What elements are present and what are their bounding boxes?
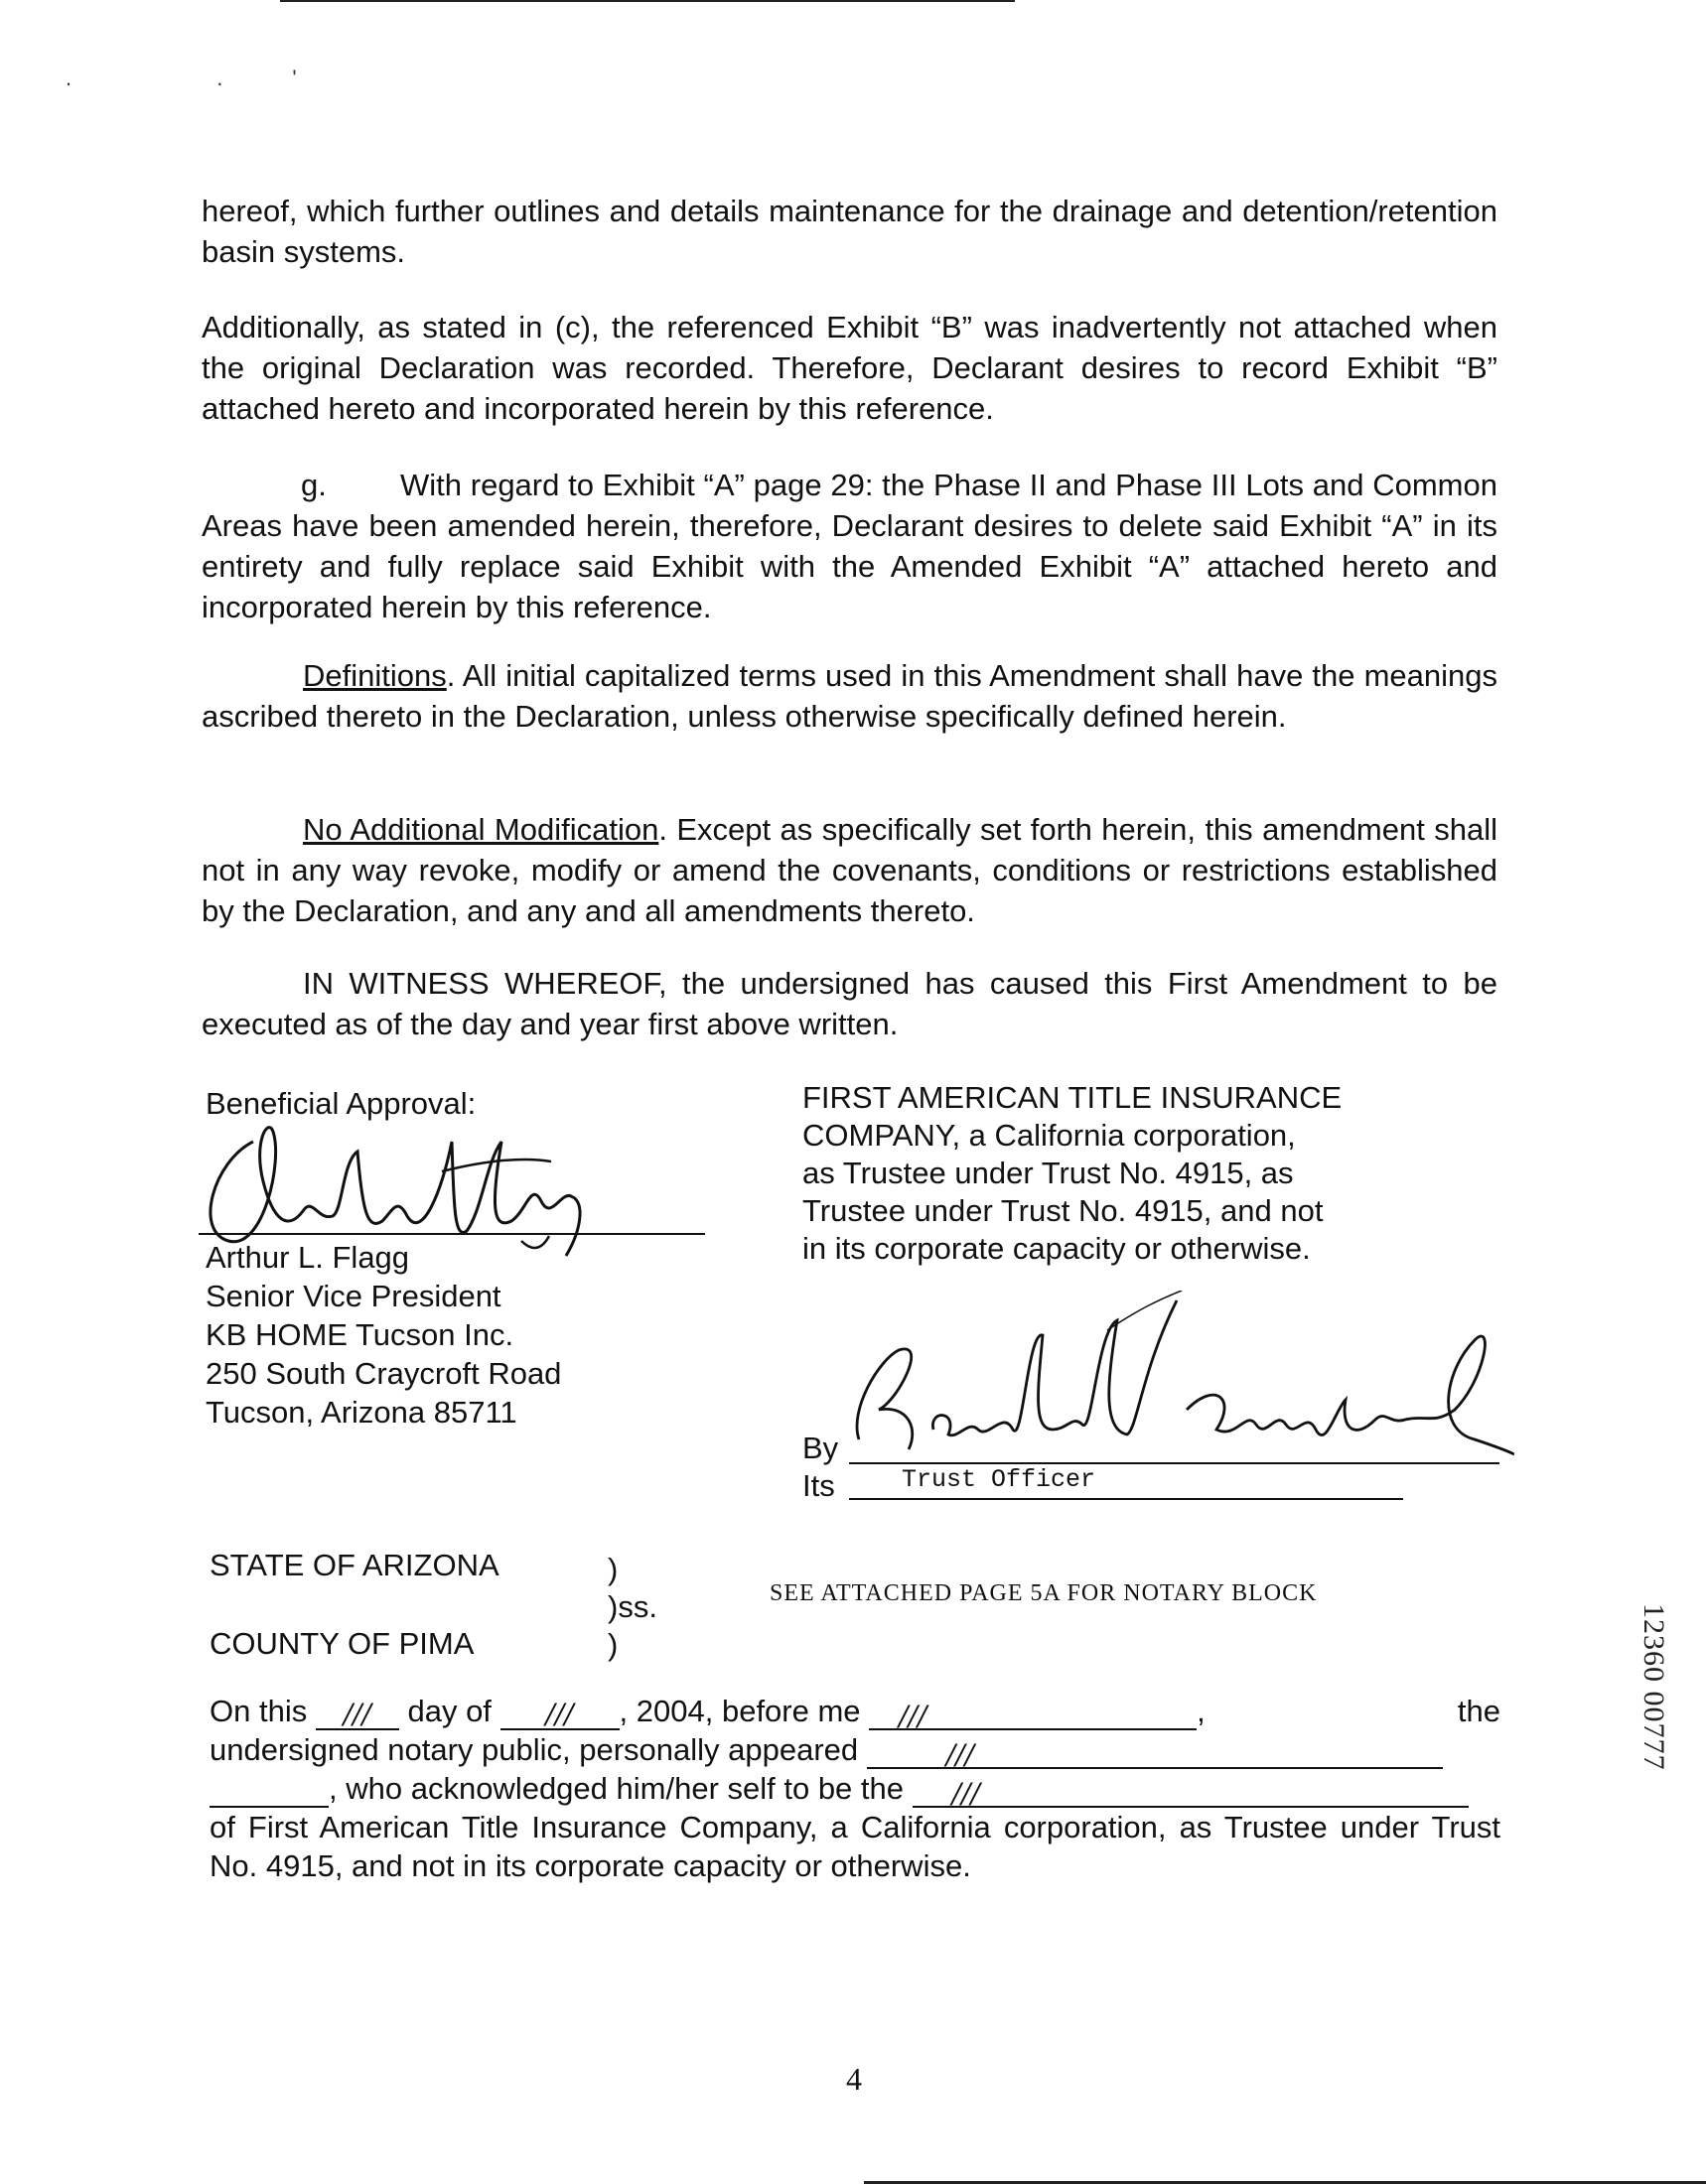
top-scan-line: [280, 0, 1015, 2]
by-signature-line: [849, 1462, 1499, 1464]
paragraph-marker: g.: [301, 468, 327, 502]
paragraph-exhibit-a: g. With regard to Exhibit “A” page 29: the Phase II and Phase III Lots and Common Areas have been amended herein, therefore, Declarant desires to delete said Exhibit “A” in its entirety and fully replace said Exhibit with the Amended Exhibit “A” attached hereto and incorporated herein by this reference.: [202, 465, 1497, 627]
beneficial-signature-line: [199, 1233, 705, 1235]
notary-line-2: undersigned notary public, personally appeared ///: [210, 1730, 1500, 1769]
notary-day-field: ///: [316, 1695, 399, 1730]
trustee-line-1: FIRST AMERICAN TITLE INSURANCE: [802, 1080, 1343, 1115]
notary-line-1: On this /// day of /// , 2004, before me /// , the: [210, 1694, 1500, 1732]
notary-line-4: of First American Title Insurance Company, a California corporation, as Trustee under Trust No. 4915, and not in its corporate capacity or otherwise.: [210, 1810, 1500, 1883]
beneficial-address-2: Tucson, Arizona 85711: [206, 1395, 517, 1430]
notary-month-field: ///: [500, 1695, 620, 1730]
notary-block: [210, 1692, 1500, 1885]
venue-paren-bottom: ): [608, 1627, 619, 1662]
notary-title-field: ///: [913, 1774, 1469, 1808]
no-modification-heading: No Additional Modification: [303, 812, 659, 847]
its-label: Its: [802, 1468, 835, 1503]
paragraph-exhibit-b: Additionally, as stated in (c), the referenced Exhibit “B” was inadvertently not attached when the original Declaration was recorded. Therefore, Declarant desires to record Exhibit “B” attached hereto and incorporated herein by this reference.: [202, 310, 1497, 426]
page-number: 4: [846, 2061, 862, 2097]
beneficial-company: KB HOME Tucson Inc.: [206, 1317, 514, 1352]
notary-appeared-field: ///: [867, 1735, 1443, 1769]
trustee-line-3: as Trustee under Trust No. 4915, as: [802, 1156, 1294, 1190]
corner-marks: . .': [66, 66, 366, 90]
trustee-line-4: Trustee under Trust No. 4915, and not: [802, 1193, 1324, 1228]
notary-stamp: SEE ATTACHED PAGE 5A FOR NOTARY BLOCK: [770, 1580, 1318, 1606]
by-label: By: [802, 1431, 839, 1465]
trustee-line-2: COMPANY, a California corporation,: [802, 1118, 1296, 1153]
recording-number: 12360 00777: [1637, 1603, 1670, 1771]
its-value: Trust Officer: [902, 1465, 1096, 1494]
definitions-heading: Definitions: [303, 658, 447, 693]
venue-county: COUNTY OF PIMA: [210, 1626, 475, 1661]
trustee-line-5: in its corporate capacity or otherwise.: [802, 1231, 1311, 1266]
venue-state: STATE OF ARIZONA: [210, 1548, 499, 1582]
paragraph-no-modification: No Additional Modification. Except as specifically set forth herein, this amendment shall not in any way revoke, modify or amend the covenants, conditions or restrictions established by the Declaration, and any and all amendments thereto.: [202, 812, 1497, 928]
notary-line-3: , who acknowledged him/her self to be the ///: [210, 1769, 1500, 1808]
its-line: [849, 1498, 1403, 1500]
paragraph-hereof: hereof, which further outlines and details maintenance for the drainage and detention/retention basin systems.: [202, 194, 1497, 269]
turnipseed-signature: [839, 1291, 1514, 1479]
paragraph-definitions: Definitions. All initial capitalized terms used in this Amendment shall have the meanings ascribed thereto in the Declaration, unless otherwise specifically defined herein.: [202, 658, 1497, 734]
beneficial-heading: Beneficial Approval:: [206, 1086, 477, 1121]
venue-ss: )ss.: [608, 1589, 657, 1624]
paragraph-witness: IN WITNESS WHEREOF, the undersigned has caused this First Amendment to be executed as of the day and year first above written.: [202, 966, 1497, 1041]
venue-paren-top: ): [608, 1552, 619, 1586]
beneficial-address-1: 250 South Craycroft Road: [206, 1356, 562, 1391]
beneficial-title: Senior Vice President: [206, 1279, 501, 1313]
notary-before-field: ///: [869, 1697, 1197, 1730]
notary-continuation-field: [210, 1772, 329, 1808]
beneficial-name: Arthur L. Flagg: [206, 1240, 410, 1275]
